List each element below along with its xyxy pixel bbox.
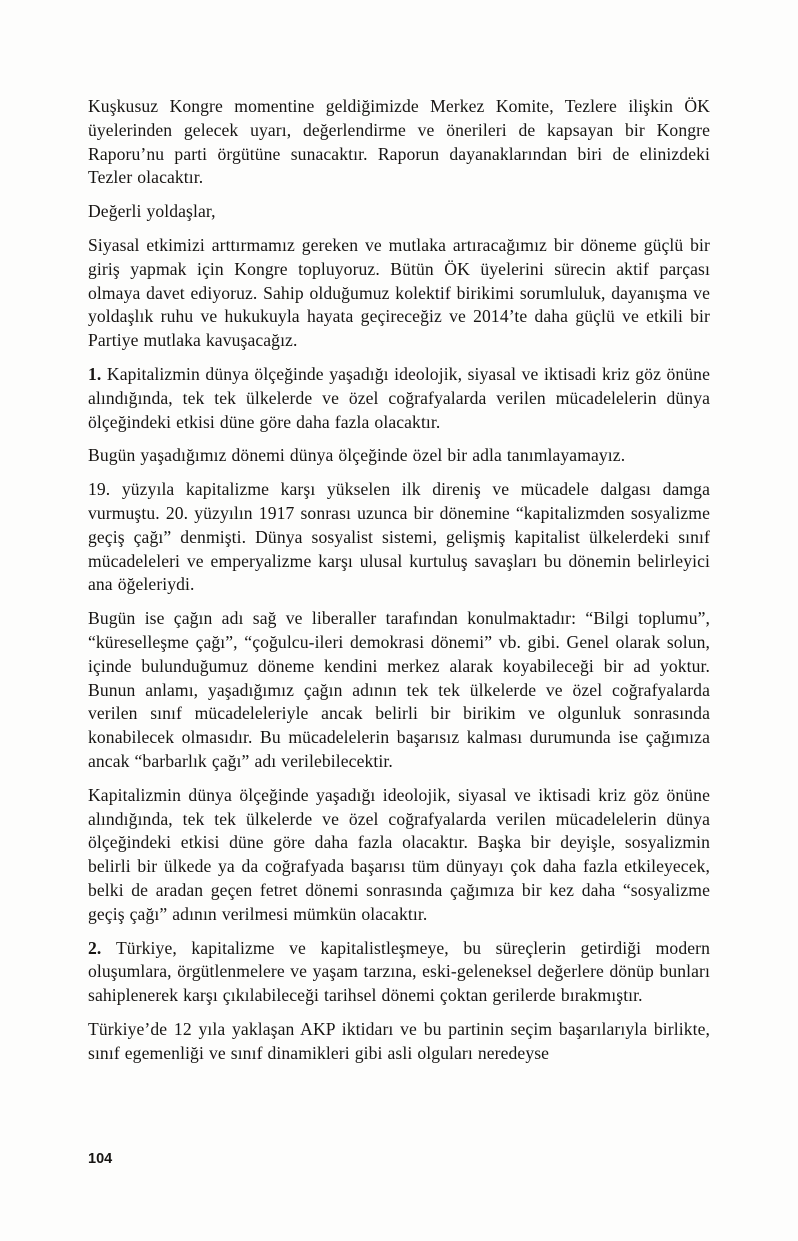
paragraph: Değerli yoldaşlar, xyxy=(88,201,216,222)
page-number: 104 xyxy=(88,1151,113,1167)
paragraph: 19. yüzyıla kapitalizme karşı yükselen ilk direniş ve mücadele dalgası damga vurmuştu. 20. yüzyılın 1917 sonrası uzunca bir dönemine “kapitalizmden sosyalizme geçiş çağı” denmişti. Dünya sosyalist sistemi, gelişmiş kapitalist ülkelerdeki sınıf mücadeleleri ve emperyalizme karşı ulusal kurtuluş savaşları bu dönemin belirleyici ana öğeleriydi. xyxy=(88,479,710,595)
paragraph-lead: 1. xyxy=(88,363,107,384)
text-block xyxy=(88,95,710,1065)
paragraph: Türkiye’de 12 yıla yaklaşan AKP iktidarı ve bu partinin seçim başarılarıyla birlikte, sınıf egemenliği ve sınıf dinamikleri gibi asli olguları neredeyse xyxy=(88,1018,710,1063)
paragraph: Kuşkusuz Kongre momentine geldiğimizde Merkez Komite, Tezlere ilişkin ÖK üyelerinden gelecek uyarı, değerlendirme ve önerileri de kapsayan bir Kongre Raporu’nu parti örgütüne sunacaktır. Raporun dayanaklarından biri de elinizdeki Tezler olacaktır. xyxy=(88,96,710,188)
paragraph: 2. Türkiye, kapitalizme ve kapitalistleşmeye, bu süreçlerin getirdiği modern oluşumlara, örgütlenmelere ve yaşam tarzına, eski-geleneksel değerlere dönüp bunları sahiplenerek karşı çıkılabileceği tarihsel dönemi çoktan gerilerde bırakmıştır. xyxy=(88,937,710,1006)
paragraph: Kapitalizmin dünya ölçeğinde yaşadığı ideolojik, siyasal ve iktisadi kriz göz önüne alındığında, tek tek ülkelerde ve özel coğrafyalarda verilen mücadelelerin dünya ölçeğindeki etkisi düne göre daha fazla olacaktır. Başka bir deyişle, sosyalizmin belirli bir ülkede ya da coğrafyada başarısı tüm dünyayı çok daha fazla etkileyecek, belki de aradan geçen fetret dönemi sonrasında çağımıza bir kez daha “sosyalizme geçiş çağı” adının verilmesi mümkün olacaktır. xyxy=(88,784,710,924)
paragraph: Bugün ise çağın adı sağ ve liberaller tarafından konulmaktadır: “Bilgi toplumu”, “küreselleşme çağı”, “çoğulcu-ileri demokrasi dönemi” vb. gibi. Genel olarak solun, içinde bulunduğumuz döneme kendini merkez alarak koyabileceği bir ad yoktur. Bunun anlamı, yaşadığımız çağın adının tek tek ülkelerde ve özel coğrafyalarda verilen sınıf mücadeleleriyle ancak belirli bir birikim ve olgunluk sonrasında konabilecek olmasıdır. Bu mücadelelerin başarısız kalması durumunda ise çağımıza ancak “barbarlık çağı” adı verilebilecektir. xyxy=(88,608,710,771)
paragraph-lead: 2. xyxy=(88,937,116,958)
paragraph: 1. Kapitalizmin dünya ölçeğinde yaşadığı ideolojik, siyasal ve iktisadi kriz göz önüne alındığında, tek tek ülkelerde ve özel coğrafyalarda verilen mücadelelerin dünya ölçeğindeki etkisi düne göre daha fazla olacaktır. xyxy=(88,363,710,432)
paragraph: Siyasal etkimizi arttırmamız gereken ve mutlaka artıracağımız bir döneme güçlü bir giriş yapmak için Kongre topluyoruz. Bütün ÖK üyelerini sürecin aktif parçası olmaya davet ediyoruz. Sahip olduğumuz kolektif birikimi sorumluluk, dayanışma ve yoldaşlık ruhu ve hukukuyla hayata geçireceğiz ve 2014’te daha güçlü ve etkili bir Partiye mutlaka kavuşacağız. xyxy=(88,234,710,351)
paragraph: Bugün yaşadığımız dönemi dünya ölçeğinde özel bir adla tanımlayamayız. xyxy=(88,445,626,466)
